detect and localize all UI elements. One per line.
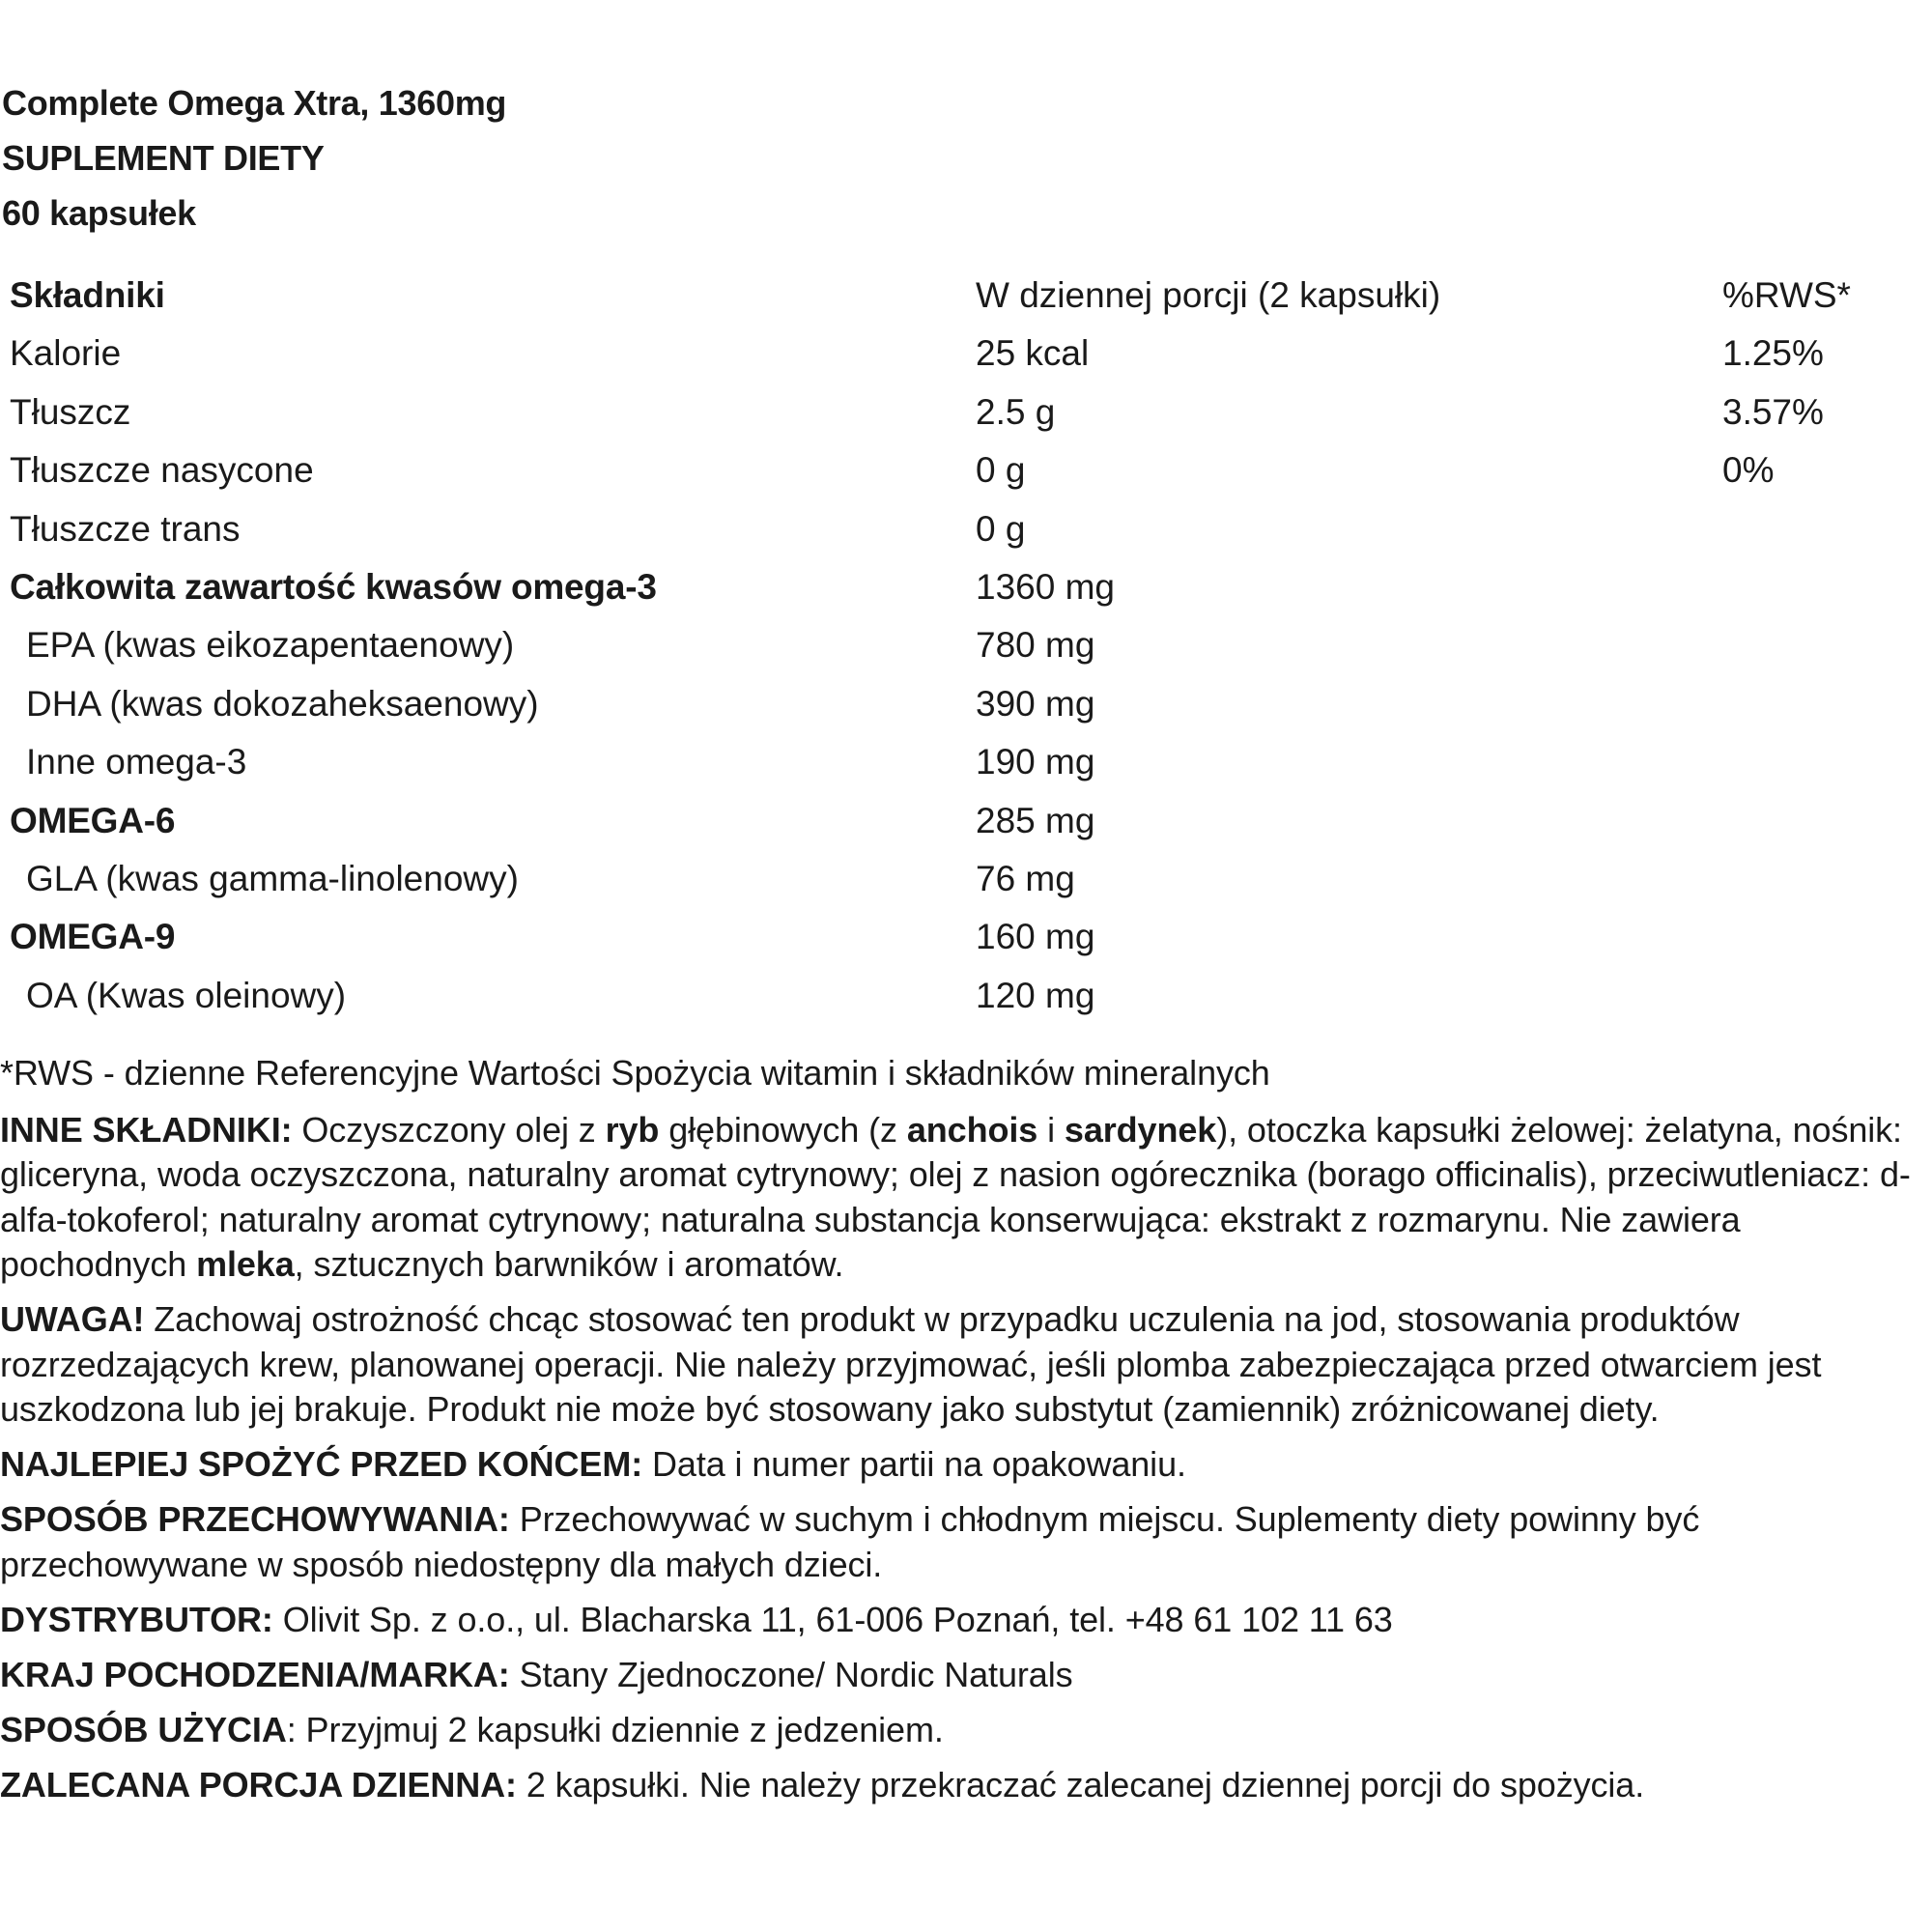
ingredients-text: , sztucznych barwników i aromatów. — [294, 1244, 844, 1284]
table-row — [10, 908, 1903, 966]
capsule-count: 60 kapsułek — [2, 193, 196, 233]
usage-text: : Przyjmuj 2 kapsułki dziennie z jedzeniem. — [286, 1709, 944, 1749]
ingredient-name: Inne omega-3 — [26, 742, 247, 782]
warning-label: UWAGA! — [0, 1299, 145, 1339]
best-before-label: NAJLEPIEJ SPOŻYĆ PRZED KOŃCEM: — [0, 1444, 643, 1484]
ingredients-text: Oczyszczony olej z — [292, 1109, 606, 1150]
table-row — [10, 675, 1903, 733]
nutrition-table — [10, 267, 1903, 1025]
table-row — [10, 967, 1903, 1025]
storage-section — [0, 1497, 1922, 1587]
ingredient-amount: 25 kcal — [976, 333, 1090, 374]
daily-dose-text: 2 kapsułki. Nie należy przekraczać zalecanej dziennej porcji do spożycia. — [516, 1764, 1645, 1804]
product-header — [2, 75, 506, 241]
ingredient-amount: 190 mg — [976, 742, 1095, 782]
allergen-sardine: sardynek — [1064, 1109, 1217, 1150]
table-row — [10, 325, 1903, 383]
ingredient-name: Tłuszcze nasycone — [10, 450, 314, 491]
table-row — [10, 792, 1903, 850]
allergen-fish: ryb — [605, 1109, 660, 1150]
warning-text: Zachowaj ostrożność chcąc stosować ten produkt w przypadku uczulenia na jod, stosowania produktów rozrzedzających krew, planowanej operacji. Nie należy przyjmować, jeśli plomba zabezpieczająca przed otwarciem jest uszkodzona lub jej brakuje. Produkt nie może być stosowany jako substytut (zamiennik) zróżnicowanej diety. — [0, 1299, 1822, 1429]
storage-label: SPOSÓB PRZECHOWYWANIA: — [0, 1499, 510, 1539]
ingredient-name: GLA (kwas gamma-linolenowy) — [26, 858, 519, 898]
daily-dose-label: ZALECANA PORCJA DZIENNA: — [0, 1764, 517, 1804]
ingredient-amount: 120 mg — [976, 975, 1095, 1015]
ingredients-label: INNE SKŁADNIKI: — [0, 1109, 293, 1150]
usage-label: SPOSÓB UŻYCIA — [0, 1709, 287, 1749]
table-row — [10, 616, 1903, 674]
column-header-rws: %RWS* — [1722, 275, 1851, 315]
ingredient-name: Tłuszcze trans — [10, 508, 241, 549]
storage-text: Przechowywać w suchym i chłodnym miejscu. Suplementy diety powinny być przechowywane w sposób niedostępny dla małych dzieci. — [0, 1499, 1700, 1584]
ingredient-amount: 0 g — [976, 450, 1026, 491]
ingredient-name: Całkowita zawartość kwasów omega-3 — [10, 566, 657, 607]
table-row — [10, 558, 1903, 616]
product-type: SUPLEMENT DIETY — [2, 138, 325, 178]
nutrition-header-row — [10, 267, 1903, 325]
ingredient-amount: 160 mg — [976, 917, 1095, 957]
ingredient-name: DHA (kwas dokozaheksaenowy) — [26, 683, 539, 724]
ingredient-rws: 3.57% — [1722, 391, 1824, 432]
ingredient-name: Tłuszcz — [10, 391, 131, 432]
label-details — [0, 1051, 1922, 1818]
origin-section — [0, 1653, 1922, 1698]
ingredient-amount: 390 mg — [976, 683, 1095, 724]
usage-section — [0, 1708, 1922, 1753]
ingredient-rws: 1.25% — [1722, 333, 1824, 374]
ingredients-text: i — [1037, 1109, 1065, 1150]
ingredient-amount: 1360 mg — [976, 566, 1115, 607]
ingredient-name: EPA (kwas eikozapentaenowy) — [26, 625, 515, 666]
allergen-anchovy: anchois — [906, 1109, 1038, 1150]
warning-section — [0, 1297, 1922, 1433]
best-before-text: Data i numer partii na opakowaniu. — [642, 1444, 1186, 1484]
distributor-label: DYSTRYBUTOR: — [0, 1599, 273, 1639]
ingredient-name: OMEGA-9 — [10, 917, 176, 957]
table-row — [10, 384, 1903, 441]
ingredient-name: OA (Kwas oleinowy) — [26, 975, 347, 1015]
ingredient-name: OMEGA-6 — [10, 800, 176, 840]
ingredients-section — [0, 1108, 1922, 1288]
allergen-milk: mleka — [196, 1244, 295, 1284]
table-row — [10, 441, 1903, 499]
table-row — [10, 500, 1903, 558]
distributor-text: Olivit Sp. z o.o., ul. Blacharska 11, 61-006 Poznań, tel. +48 61 102 11 63 — [272, 1599, 1393, 1639]
ingredients-text: głębinowych (z — [659, 1109, 907, 1150]
ingredients-text: ), otoczka kapsułki żelowej: żelatyna, nośnik: gliceryna, woda oczyszczona, naturalny aromat cytrynowy; olej z nasion ogórecznika (borago officinalis), przeciwutleniacz: d-alfa-tokoferol; naturalny aromat cytrynowy; naturalna substancja konserwująca: ekstrakt z rozmarynu. Nie zawiera pochodnych — [0, 1109, 1911, 1284]
ingredient-amount: 285 mg — [976, 800, 1095, 840]
best-before-section — [0, 1442, 1922, 1488]
ingredient-amount: 0 g — [976, 508, 1026, 549]
ingredient-amount: 780 mg — [976, 625, 1095, 666]
ingredient-amount: 76 mg — [976, 858, 1075, 898]
table-row — [10, 850, 1903, 908]
column-header-ingredient: Składniki — [10, 275, 165, 315]
daily-dose-section — [0, 1763, 1922, 1808]
origin-label: KRAJ POCHODZENIA/MARKA: — [0, 1654, 510, 1694]
origin-text: Stany Zjednoczone/ Nordic Naturals — [509, 1654, 1073, 1694]
column-header-daily-portion: W dziennej porcji (2 kapsułki) — [976, 275, 1441, 315]
distributor-section — [0, 1598, 1922, 1643]
table-row — [10, 733, 1903, 791]
ingredient-rws: 0% — [1722, 450, 1775, 491]
rws-footnote: *RWS - dzienne Referencyjne Wartości Spożycia witamin i składników mineralnych — [0, 1053, 1270, 1093]
ingredient-amount: 2.5 g — [976, 391, 1056, 432]
product-title: Complete Omega Xtra, 1360mg — [2, 83, 507, 123]
ingredient-name: Kalorie — [10, 333, 122, 374]
